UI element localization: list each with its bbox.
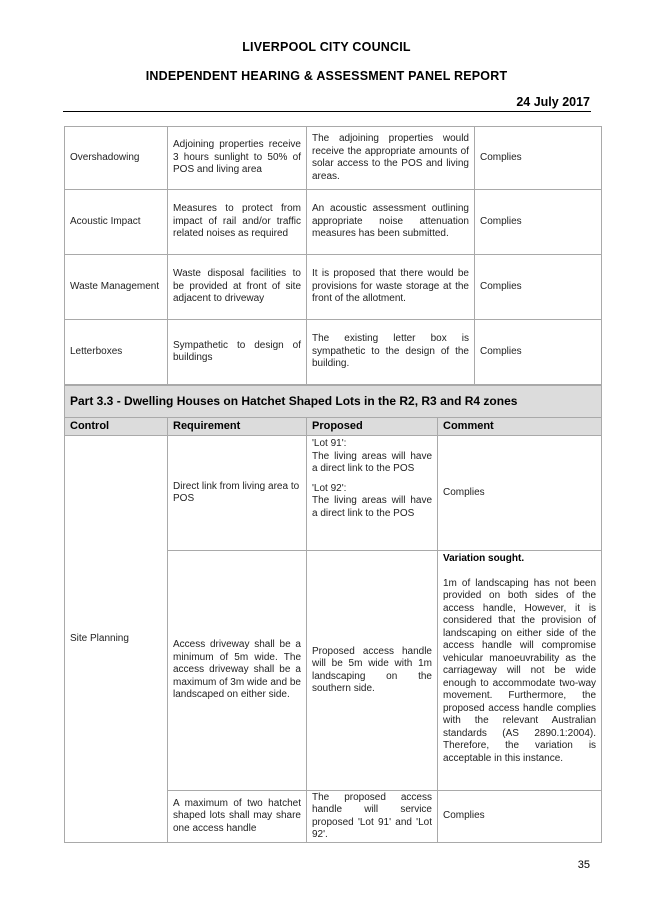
council-name: LIVERPOOL CITY COUNCIL [242,40,411,54]
requirement-cell: Measures to protect from impact of rail and/or traffic related noises as required [168,190,307,255]
lot-91-label: 'Lot 91': [312,438,347,449]
report-date: 24 July 2017 [516,95,590,109]
table-row [65,436,602,551]
requirement-cell: Direct link from living area to POS [168,436,307,551]
part-heading: Part 3.3 - Dwelling Houses on Hatchet Shaped Lots in the R2, R3 and R4 zones [65,386,602,418]
column-header-control: Control [65,418,168,436]
variation-heading: Variation sought. [443,553,525,564]
comment-cell: Complies [438,791,602,843]
table-row [65,127,602,190]
comment-cell: Complies [475,320,602,385]
table-row [65,190,602,255]
requirement-cell: Access driveway shall be a minimum of 5m wide. The access driveway shall be a maximum of 3m wide and be landscaped on either side. [168,551,307,791]
requirement-cell: Sympathetic to design of buildings [168,320,307,385]
header-rule [63,111,591,112]
proposed-cell: Proposed access handle will be 5m wide with 1m landscaping on the southern side. [307,551,438,791]
column-header-proposed: Proposed [307,418,438,436]
variation-text: 1m of landscaping has not been provided on both sides of the access handle, However, it is considered that the provision of landscaping on either side of the access handle will compromise vehicular manoeuvrability as the carriageway will not be wide enough to accommodate two-way movement. Furthermore, the proposed access handle complies with the relevant Australian standards (AS 2890.1:2004). Therefore, the variation is acceptable in this instance. [443,577,597,764]
proposed-cell: An acoustic assessment outlining appropriate noise attenuation measures has been submitted. [307,190,475,255]
proposed-cell: It is proposed that there would be provisions for waste storage at the front of the allotment. [307,255,475,320]
comment-cell: Complies [475,127,602,190]
report-title: INDEPENDENT HEARING & ASSESSMENT PANEL REPORT [145,69,508,83]
hatchet-lots-table [64,385,602,843]
proposed-cell [307,436,438,551]
lot-92-label: 'Lot 92': [312,482,347,494]
comment-cell: Complies [475,255,602,320]
control-cell: Letterboxes [65,320,168,385]
control-cell: Acoustic Impact [65,190,168,255]
proposed-cell: The adjoining properties would receive the appropriate amounts of solar access to the POS and living areas. [307,127,475,190]
comment-cell: Complies [438,436,602,551]
comment-cell [438,551,602,791]
lot-92-text: The living areas will have a direct link to the POS [312,495,432,519]
table-row [65,255,602,320]
control-cell: Overshadowing [65,127,168,190]
comment-cell: Complies [475,190,602,255]
requirement-cell: Waste disposal facilities to be provided at front of site adjacent to driveway [168,255,307,320]
column-header-comment: Comment [438,418,602,436]
table-row [65,320,602,385]
part-heading-row [65,386,602,418]
control-cell: Waste Management [65,255,168,320]
lot-91-text: The living areas will have a direct link to the POS [312,450,432,474]
proposed-cell: The proposed access handle will service proposed 'Lot 91' and 'Lot 92'. [307,791,438,843]
requirement-cell: Adjoining properties receive 3 hours sunlight to 50% of POS and living area [168,127,307,190]
column-header-row [65,418,602,436]
page-number: 35 [577,859,590,871]
requirement-cell: A maximum of two hatchet shaped lots shall may share one access handle [168,791,307,843]
control-cell: Site Planning [65,436,168,843]
proposed-cell: The existing letter box is sympathetic to the design of the building. [307,320,475,385]
column-header-requirement: Requirement [168,418,307,436]
compliance-table-continued [64,126,602,385]
